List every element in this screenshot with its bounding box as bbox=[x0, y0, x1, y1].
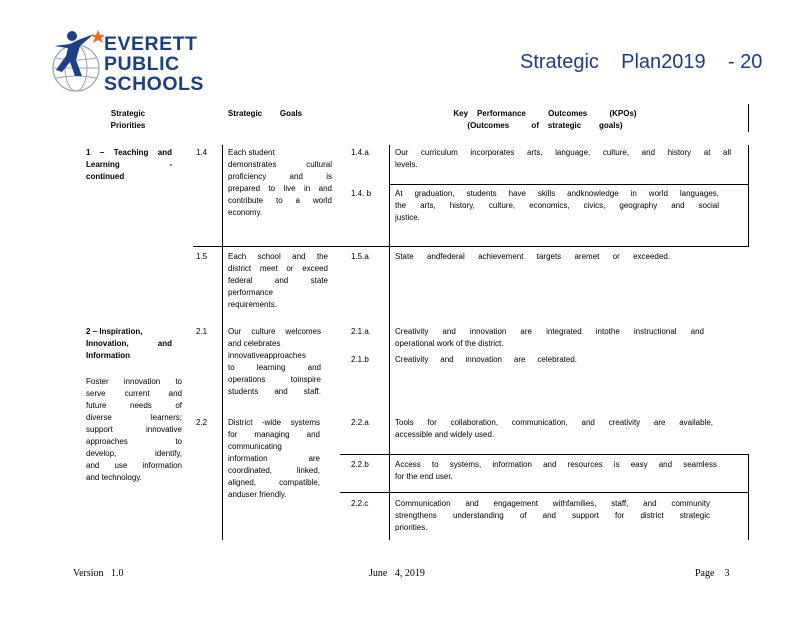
globe-figure-icon bbox=[42, 26, 104, 96]
page-title: Strategic Plan2019 - 20 bbox=[520, 51, 763, 73]
priority-description-line: future needs of bbox=[86, 401, 182, 410]
goal-line: district meet or exceed bbox=[228, 264, 328, 273]
kpo-line: accessible and widely used. bbox=[395, 430, 495, 439]
kpo-number: 1.4. b bbox=[351, 189, 372, 198]
priority-title-line: 1 – Teaching and bbox=[86, 148, 172, 157]
goal-number: 1.4 bbox=[196, 148, 208, 157]
priority-description-line: serve current and bbox=[86, 389, 182, 398]
goal-line: innovativeapproaches bbox=[228, 351, 306, 360]
priority-description-line: and technology. bbox=[86, 473, 142, 482]
table-border bbox=[389, 184, 749, 185]
kpo-number: 1.4.a bbox=[351, 148, 369, 157]
kpo-line: At graduation, students have skills andknowledge in world languages, bbox=[395, 189, 719, 198]
kpo-line: Creativity and innovation are celebrated. bbox=[395, 355, 577, 364]
kpo-line: justice. bbox=[395, 213, 420, 222]
goal-line: proficiency and is bbox=[228, 172, 332, 181]
kpo-text bbox=[395, 498, 710, 534]
priority-title-line: Learning - bbox=[86, 160, 172, 169]
kpo-line: State andfederal achievement targets aremet or exceeded. bbox=[395, 252, 670, 261]
goal-line: demonstrates cultural bbox=[228, 160, 332, 169]
goal-line: District -wide systems bbox=[228, 418, 320, 427]
kpo-line: Tools for collaboration, communication, and creativity are available, bbox=[395, 418, 713, 427]
kpo-line: levels. bbox=[395, 160, 418, 169]
header-kpo-line2: (Outcomes of strategic goals) bbox=[467, 121, 623, 130]
footer-version: Version 1.0 bbox=[73, 568, 124, 579]
table-border bbox=[389, 145, 390, 540]
goal-line: and celebrates bbox=[228, 339, 281, 348]
everett-logo bbox=[42, 26, 207, 96]
footer-page: Page 3 bbox=[695, 568, 730, 579]
priority-1-title bbox=[86, 147, 172, 183]
kpo-number: 2.2.b bbox=[351, 460, 369, 469]
kpo-number: 1.5.a bbox=[351, 252, 369, 261]
goal-line: Each school and the bbox=[228, 252, 328, 261]
goal-line: information are bbox=[228, 454, 320, 463]
kpo-text bbox=[395, 251, 670, 263]
goal-number: 2.1 bbox=[196, 327, 208, 336]
kpo-number: 2.2.c bbox=[351, 499, 369, 508]
table-border bbox=[748, 104, 749, 132]
goal-line: prepared to live in and bbox=[228, 184, 332, 193]
priority-description-line: and use information bbox=[86, 461, 182, 470]
kpo-line: Communication and engagement withfamilies, staff, and community bbox=[395, 499, 710, 508]
table-border bbox=[340, 454, 749, 455]
kpo-text bbox=[395, 417, 713, 441]
priority-description-line: approaches to bbox=[86, 437, 182, 446]
kpo-line: operational work of the district. bbox=[395, 339, 504, 348]
goal-line: communicating bbox=[228, 442, 282, 451]
kpo-line: the arts, history, culture, economics, civics, geography and social bbox=[395, 201, 719, 210]
priority-description-line: develop, identify, bbox=[86, 449, 182, 458]
goal-line: students and staff. bbox=[228, 387, 321, 396]
kpo-number: 2.2.a bbox=[351, 418, 369, 427]
kpo-text bbox=[395, 147, 731, 171]
kpo-text bbox=[395, 188, 719, 224]
header-strategic-goals: Strategic Goals bbox=[227, 109, 303, 118]
goal-text bbox=[228, 251, 328, 311]
kpo-line: Access to systems, information and resources is easy and seamless bbox=[395, 460, 717, 469]
kpo-number: 2.1.b bbox=[351, 355, 369, 364]
table-border bbox=[748, 145, 749, 247]
goal-line: Our culture welcomes bbox=[228, 327, 321, 336]
priority-2-title bbox=[86, 326, 172, 362]
kpo-line: strengthens understanding of and support for district strategic bbox=[395, 511, 710, 520]
goal-number: 1.5 bbox=[196, 252, 208, 261]
priority-title-line: Innovation, and bbox=[86, 339, 172, 348]
goal-text bbox=[228, 417, 320, 501]
priority-description-line: support innovative bbox=[86, 425, 182, 434]
goal-line: anduser friendly. bbox=[228, 490, 287, 499]
kpo-line: priorities. bbox=[395, 523, 428, 532]
logo-line: SCHOOLS bbox=[104, 73, 204, 95]
goal-line: contribute to a world bbox=[228, 196, 332, 205]
table-border bbox=[748, 454, 749, 540]
kpo-text bbox=[395, 326, 704, 350]
kpo-line: Creativity and innovation are integrated intothe instructional and bbox=[395, 327, 704, 336]
logo-line: PUBLIC bbox=[104, 53, 180, 75]
goal-line: Each student bbox=[228, 148, 275, 157]
goal-line: to learning and bbox=[228, 363, 321, 372]
goal-line: federal and state bbox=[228, 276, 328, 285]
priority-description-line: Foster innovation to bbox=[86, 377, 182, 386]
goal-line: requirements. bbox=[228, 300, 277, 309]
table-border bbox=[340, 492, 749, 493]
header-strategic-priorities: Strategic Priorities bbox=[110, 109, 146, 130]
table-border bbox=[222, 145, 223, 540]
goal-line: operations toinspire bbox=[228, 375, 321, 384]
goal-line: aligned, compatible, bbox=[228, 478, 320, 487]
kpo-number: 2.1.a bbox=[351, 327, 369, 336]
footer-date: June 4, 2019 bbox=[369, 568, 425, 579]
goal-line: for managing and bbox=[228, 430, 320, 439]
goal-line: economy. bbox=[228, 208, 263, 217]
priority-description-line: diverse learners; bbox=[86, 413, 182, 422]
table-border bbox=[193, 246, 749, 247]
priority-title-line: continued bbox=[86, 172, 125, 181]
priority-title-line: Information bbox=[86, 351, 130, 360]
goal-line: performance bbox=[228, 288, 273, 297]
header-kpo-line1: Key Performance Outcomes (KPOs) bbox=[453, 109, 637, 118]
goal-text bbox=[228, 326, 321, 398]
kpo-text bbox=[395, 459, 717, 483]
kpo-line: Our curriculum incorporates arts, language, culture, and history at all bbox=[395, 148, 731, 157]
kpo-text bbox=[395, 354, 577, 366]
priority-title-line: 2 – Inspiration, bbox=[86, 327, 143, 336]
goal-text bbox=[228, 147, 332, 219]
goal-number: 2.2 bbox=[196, 418, 208, 427]
goal-line: coordinated, linked, bbox=[228, 466, 320, 475]
kpo-line: for the end user. bbox=[395, 472, 453, 481]
priority-2-description bbox=[86, 376, 182, 484]
logo-wordmark bbox=[104, 34, 204, 94]
logo-line: EVERETT bbox=[104, 33, 198, 55]
